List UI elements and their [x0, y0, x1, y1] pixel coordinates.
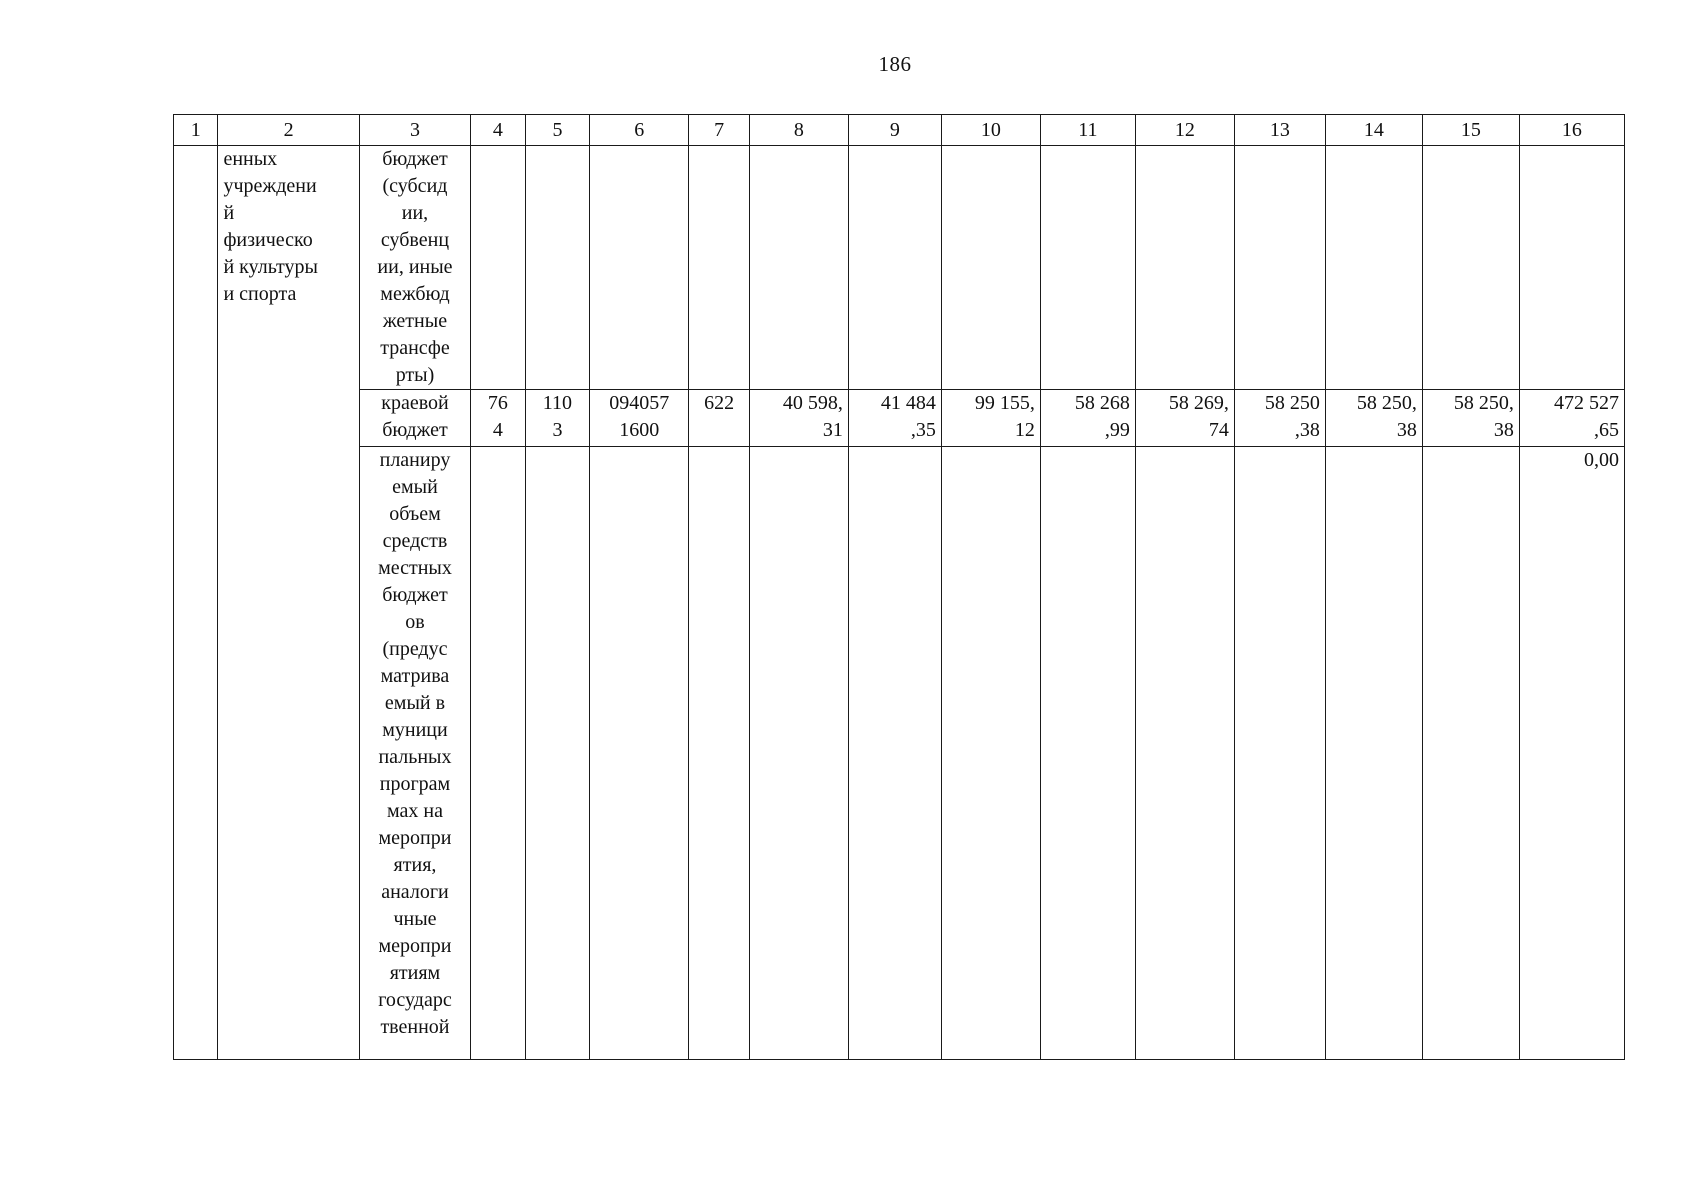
table-cell [749, 146, 848, 390]
table-row [174, 447, 1625, 1060]
table-cell [689, 447, 750, 1060]
column-header: 6 [590, 115, 689, 146]
code-cell: 110 3 [525, 390, 590, 447]
table-cell [1135, 447, 1234, 1060]
table-cell [1135, 146, 1234, 390]
table-cell [1040, 447, 1135, 1060]
header-row [174, 115, 1625, 146]
funding-source-cell: краевой бюджет [359, 390, 470, 447]
amount-cell: 58 250 ,38 [1234, 390, 1325, 447]
amount-cell: 58 269, 74 [1135, 390, 1234, 447]
column-header: 10 [941, 115, 1040, 146]
table-cell [941, 146, 1040, 390]
table-cell [1519, 146, 1624, 390]
table-row [174, 146, 1625, 390]
column-header: 2 [218, 115, 359, 146]
column-header: 14 [1325, 115, 1422, 146]
amount-cell: 99 155, 12 [941, 390, 1040, 447]
table-cell [848, 447, 941, 1060]
table-cell [174, 146, 218, 1060]
table-cell [590, 447, 689, 1060]
column-header: 13 [1234, 115, 1325, 146]
table-cell [471, 447, 526, 1060]
column-header: 12 [1135, 115, 1234, 146]
column-header: 1 [174, 115, 218, 146]
table-cell [525, 146, 590, 390]
column-header: 16 [1519, 115, 1624, 146]
amount-cell: 58 250, 38 [1325, 390, 1422, 447]
institution-name-cell: енных учреждени й физическо й культуры и спорта [218, 146, 359, 1060]
column-header: 4 [471, 115, 526, 146]
table-cell [1234, 146, 1325, 390]
code-cell: 094057 1600 [590, 390, 689, 447]
code-cell: 76 4 [471, 390, 526, 447]
amount-cell: 40 598, 31 [749, 390, 848, 447]
table-row [174, 390, 1625, 447]
table-cell [1234, 447, 1325, 1060]
funding-source-cell: планиру емый объем средств местных бюджет ов (предус матрива емый в муници пальных програм мах на меропри ятия, аналоги чные меропри ятиям государс твенной [359, 447, 470, 1060]
column-header: 8 [749, 115, 848, 146]
table-cell [1422, 146, 1519, 390]
table-cell [1422, 447, 1519, 1060]
table-cell [590, 146, 689, 390]
amount-cell: 58 268 ,99 [1040, 390, 1135, 447]
funding-source-cell: бюджет (субсид ии, субвенц ии, иные межбюд жетные трансфе рты) [359, 146, 470, 390]
total-amount-cell: 0,00 [1519, 447, 1624, 1060]
table-cell [689, 146, 750, 390]
column-header: 15 [1422, 115, 1519, 146]
column-header: 7 [689, 115, 750, 146]
table-cell [941, 447, 1040, 1060]
table-cell [1325, 447, 1422, 1060]
budget-table [173, 114, 1625, 1060]
column-header: 3 [359, 115, 470, 146]
table-cell [749, 447, 848, 1060]
amount-cell: 41 484 ,35 [848, 390, 941, 447]
table-cell [1040, 146, 1135, 390]
table-cell [848, 146, 941, 390]
amount-cell: 58 250, 38 [1422, 390, 1519, 447]
column-header: 9 [848, 115, 941, 146]
table-cell [471, 146, 526, 390]
total-amount-cell: 472 527 ,65 [1519, 390, 1624, 447]
page-number: 186 [878, 52, 912, 76]
table-cell [1325, 146, 1422, 390]
column-header: 11 [1040, 115, 1135, 146]
table-cell [525, 447, 590, 1060]
code-cell: 622 [689, 390, 750, 447]
column-header: 5 [525, 115, 590, 146]
